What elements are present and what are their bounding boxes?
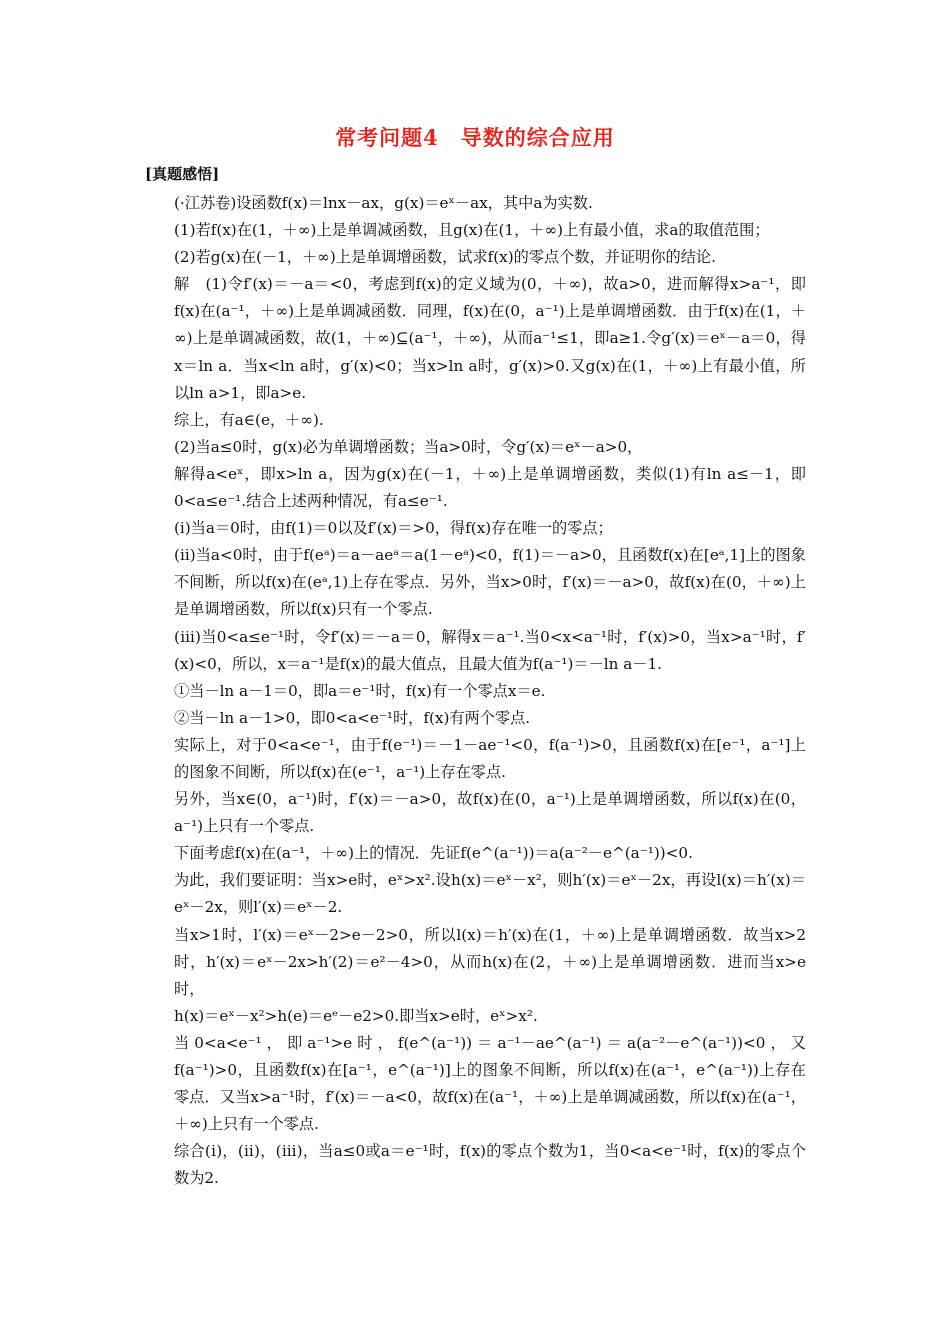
solution-part-2-range: 解得a<eˣ，即x>ln a，因为g(x)在(－1，＋∞)上是单调增函数，类似(1)有ln a≤－1，即0<a≤e⁻¹.结合上述两种情况，有a≤e⁻¹. [174,464,806,511]
proof-paragraph: h(x)＝eˣ－x²>h(e)＝eᵉ－e2>0.即当x>e时，eˣ>x². [174,1006,538,1025]
section-label: [真题感悟] [145,165,220,183]
case-i: (ⅰ)当a＝0时，由f(1)＝0以及f′(x)＝>0，得f(x)存在唯一的零点； [174,519,613,538]
case-ii: (ⅱ)当a<0时，由于f(eᵃ)＝a－aeᵃ＝a(1－eᵃ)<0，f(1)＝－a>0，且函数f(x)在[eᵃ,1]上的图象不间断，所以f(x)在(eᵃ,1)上存在零点．另外，当x>0时，f′(x)＝－a>0，故f(x)在(0，＋∞)上是单调增函数，所以f(x)只有一个零点. [174,546,806,619]
proof-paragraph: 当x>1时，l′(x)＝eˣ－2>e－2>0，所以l(x)＝h′(x)在(1，＋∞)上是单调增函数．故当x>2时，h′(x)＝eˣ－2x>h′(2)＝e²－4>0，从而h(x)在(2，＋∞)上是单调增函数．进而当x>e时， [174,925,806,998]
solution-part-1: 解 (1)令f′(x)＝－a＝<0，考虑到f(x)的定义域为(0，＋∞)，故a>0，进而解得x>a⁻¹，即f(x)在(a⁻¹，＋∞)上是单调减函数．同理，f(x)在(0，a⁻¹)上是单调增函数．由于f(x)在(1，＋∞)上是单调减函数，故(1，＋∞)⊆(a⁻¹，＋∞)，从而a⁻¹≤1，即a≥1.令g′(x)＝eˣ－a＝0，得x＝ln a．当x<ln a时，g′(x)<0；当x>ln a时，g′(x)>0.又g(x)在(1，＋∞)上有最小值，所以ln a>1，即a>e. [174,275,806,402]
proof-paragraph: 为此，我们要证明：当x>e时，eˣ>x².设h(x)＝eˣ－x²，则h′(x)＝eˣ－2x，再设l(x)＝h′(x)＝eˣ－2x，则l′(x)＝eˣ－2. [174,871,806,917]
subcase-1: ①当－ln a－1＝0，即a＝e⁻¹时，f(x)有一个零点x＝e. [174,681,546,700]
question-2: (2)若g(x)在(－1，＋∞)上是单调增函数，试求f(x)的零点个数，并证明你的结论. [174,248,716,267]
solution-part-2-intro: (2)当a≤0时，g(x)必为单调增函数；当a>0时，令g′(x)＝eˣ－a>0， [174,437,643,456]
proof-paragraph: 另外，当x∈(0，a⁻¹)时，f′(x)＝－a>0，故f(x)在(0，a⁻¹)上是单调增函数，所以f(x)在(0，a⁻¹)上只有一个零点. [174,790,806,836]
case-iii: (ⅲ)当0<a≤e⁻¹时，令f′(x)＝－a＝0，解得x＝a⁻¹.当0<x<a⁻¹时，f′(x)>0，当x>a⁻¹时，f′(x)<0，所以，x＝a⁻¹是f(x)的最大值点，且最大值为f(a⁻¹)＝－ln a－1. [174,627,806,673]
problem-statement: (·江苏卷)设函数f(x)＝lnx－ax，g(x)＝eˣ－ax，其中a为实数. [174,194,593,212]
page-title: 常考问题4 导数的综合应用 [335,125,615,150]
document-body [174,190,806,1192]
proof-paragraph: 实际上，对于0<a<e⁻¹，由于f(e⁻¹)＝－1－ae⁻¹<0，f(a⁻¹)>0，且函数f(x)在[e⁻¹，a⁻¹]上的图象不间断，所以f(x)在(e⁻¹，a⁻¹)上存在零点. [174,735,806,781]
proof-paragraph: 下面考虑f(x)在(a⁻¹，＋∞)上的情况．先证f(e^(a⁻¹))＝a(a⁻²－e^(a⁻¹))<0. [174,844,693,863]
final-conclusion: 综合(ⅰ)，(ⅱ)，(ⅲ)，当a≤0或a＝e⁻¹时，f(x)的零点个数为1，当0<a<e⁻¹时，f(x)的零点个数为2. [174,1142,806,1188]
subcase-2: ②当－ln a－1>0，即0<a<e⁻¹时，f(x)有两个零点. [174,708,531,727]
proof-paragraph: 当0<a<e⁻¹，即a⁻¹>e时，f(e^(a⁻¹))＝a⁻¹－ae^(a⁻¹)＝a(a⁻²－e^(a⁻¹))<0，又f(a⁻¹)>0，且函数f(x)在[a⁻¹，e^(a⁻¹)]上的图象不间断，所以f(x)在(a⁻¹，e^(a⁻¹))上存在零点．又当x>a⁻¹时，f′(x)＝－a<0，故f(x)在(a⁻¹，＋∞)上是单调减函数，所以f(x)在(a⁻¹，＋∞)上只有一个零点. [174,1033,806,1134]
solution-part-1-conclusion: 综上，有a∈(e，＋∞). [174,410,324,429]
question-1: (1)若f(x)在(1，＋∞)上是单调减函数，且g(x)在(1，＋∞)上有最小值，求a的取值范围； [174,221,770,240]
